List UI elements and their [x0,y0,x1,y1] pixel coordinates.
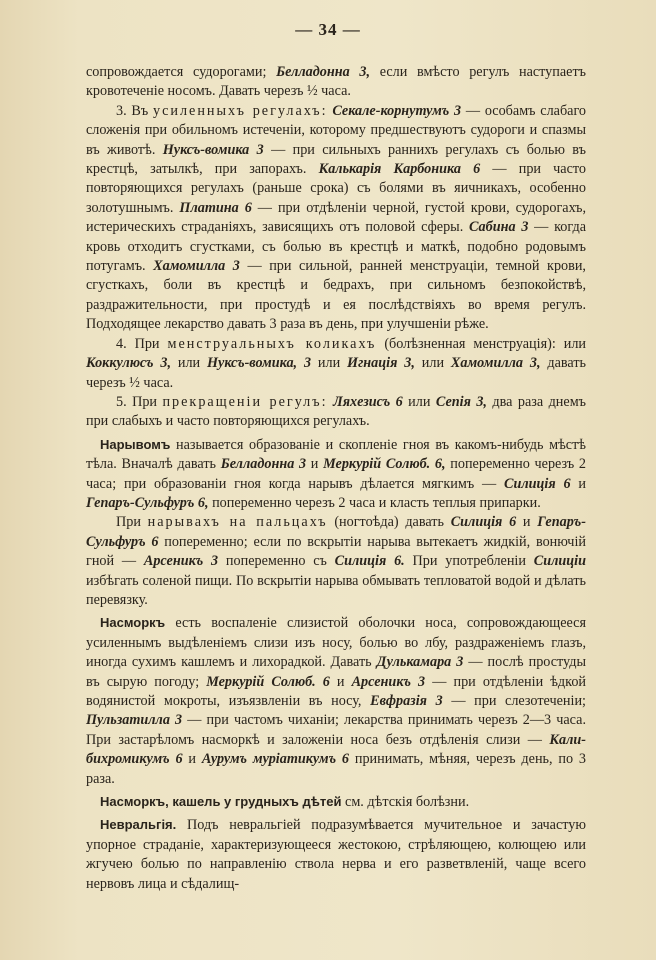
text-run: — когда кровь отходитъ сгустками, съ болью въ крестцѣ и маткѣ, подобно родовымъ потугамъ. [86,219,586,275]
page-text [86,60,586,894]
text-run: При употребленіи [404,553,534,570]
text-run: попеременно съ [218,553,335,570]
text-run: сопровождается судорогами; [86,64,277,80]
text-run: есть воспаленіе слизистой оболочки носа, сопровождающееся усиленнымъ выдѣленіемъ слизи изъ носу, болью во лбу, раздраженіемъ глазъ, иногда сухимъ кашлемъ и лихорадкой. Давать [86,615,586,671]
remedy-name: Гепаръ-Сульфуръ 6, [86,494,209,511]
text-run: При [116,514,148,531]
text-run: — при отдѣленіи ѣдкой водянистой мокроты, изъязвленіи въ носу, [86,673,587,709]
spaced-term: усиленныхъ регулахъ: [152,102,328,119]
text-run: попеременно черезъ 2 часа и класть теплыя припарки. [208,494,541,511]
remedy-name: Нуксъ-вомика, 3 [207,355,312,372]
text-run: попеременно черезъ 2 часа; при образованіи гноя когда нарывъ дѣлается мягкимъ — [86,456,587,492]
text-run: 4. При [116,335,168,352]
entry-heading: Насморкъ, кашель у грудныхъ дѣтей [100,794,342,810]
text-run: — послѣ простуды въ сырую погоду; [86,654,586,690]
remedy-name: Белладонна 3, [276,64,371,80]
page-number: — 34 — [295,20,361,39]
text-run: Подъ невральгіей подразумѣвается мучительное и зачастую упорное страданіе, характеризующееся жестокою, стрѣляющею, колющею или жгучею болью по направленію ствола нерва и его разветвленій, чаще всего нервовъ лица и сѣдалищ- [86,817,586,892]
remedy-name: Калькарія Карбоника 6 [318,161,481,178]
text-run: или [311,355,348,372]
spaced-term: прекращеніи регулъ: [162,393,328,410]
text-run: называется образованіе и скопленіе гноя въ какомъ-нибудь мѣстѣ тѣла. Вначалѣ давать [86,436,586,473]
text-run: — особамъ слабаго сложенія при обильномъ истеченіи, которому предшествуютъ судороги и спазмы въ животѣ. [86,102,587,158]
text-run: и [306,456,324,473]
text-run: — при сильныхъ раннихъ регулахъ съ болью въ крестцѣ, затылкѣ, при запорахъ. [86,141,586,178]
text-run: 5. При [116,393,163,410]
text-run: и [182,751,202,768]
text-run: если вмѣсто регулъ наступаетъ кровотеченіе носомъ. Давать черезъ ½ часа. [86,64,587,100]
paragraph [86,613,586,789]
remedy-name: Арсеникъ 3 [143,553,219,570]
entry-heading: Невральгія. [100,817,177,833]
remedy-name: Коккулюсъ 3, [86,355,172,372]
text-run: принимать, мѣняя, черезъ день, по 3 раза. [86,751,587,787]
text-run: (ногтоѣда) давать [327,514,451,531]
text-run: — при часто повторяющихся регулахъ (раньше срока) съ болями въ яичникахъ, особенно золотушнымъ. [86,161,586,216]
paragraph [86,102,586,335]
remedy-name: Аурумъ муріатикумъ 6 [201,751,350,768]
text-run: избѣгать соленой пищи. По вскрытіи нарыва обмывать тепловатой водой и дѣлать перевязку. [86,572,586,608]
remedy-name: Белладонна 3 [220,456,307,473]
text-run: — при сильной, ранней менструаціи, темной крови, сгусткахъ, боли въ крестцѣ и бедрахъ, при сильномъ безпокойствѣ, раздражительности, при простудѣ и ея послѣдствіяхъ во время регулъ. Подходящее лекарство давать 3 раза въ день, при улучшеніи рѣже. [86,258,586,333]
remedy-name: Платина 6 [179,199,252,216]
text-run: и [329,673,352,690]
text-run: — при отдѣленіи черной, густой крови, судорогахъ, истерическихъ страданіяхъ, зависящихъ отъ половой сферы. [86,199,587,236]
text-run: — при частомъ чиханіи; лекарства принимать черезъ 2—3 часа. При застарѣломъ насморкѣ и заложеніи носа безъ отдѣленія слизи — [86,712,586,748]
remedy-name: Силиція 6 [450,514,517,531]
text-run: — при слезотеченіи; [442,693,586,709]
text-run: или [414,355,451,372]
text-run: попеременно; если по вскрытіи нарыва вытекаетъ жидкій, вонючій гной — [86,533,586,570]
remedy-name: Силиція 6 [504,475,571,492]
remedy-name: Нуксъ-вомика 3 [162,141,264,158]
paragraph [86,63,586,102]
remedy-name: Евфразія 3 [370,693,443,709]
text-run: или [171,355,207,372]
paragraph [86,435,586,514]
text-run: или [402,393,436,410]
remedy-name: Сепія 3, [435,393,487,410]
remedy-name: Секале-корнутумъ 3 [332,102,462,119]
remedy-name: Игнація 3, [347,355,415,372]
remedy-name: Гепаръ-Сульфуръ 6 [86,514,586,550]
remedy-name: Силиціи [533,553,586,570]
spaced-term: нарывахъ на пальцахъ [147,514,328,531]
remedy-name: Кали-бихромикумъ 6 [86,731,586,768]
remedy-name: Силиція 6. [334,553,405,570]
paragraph [86,335,586,393]
remedy-name: Хамомилла 3 [153,258,240,275]
remedy-name: Меркурій Солюб. 6 [206,673,330,690]
entry-heading: Нарывомъ [100,436,171,452]
text-run: и [570,475,586,492]
paragraph [86,815,586,894]
entry-heading: Насморкъ [100,615,166,631]
remedy-name: Дулькамара 3 [376,654,464,671]
text-run: и [516,514,538,531]
remedy-name: Меркурій Солюб. 6, [323,456,446,473]
text-run: два раза днемъ при слабыхъ и часто повторяющихся регулахъ. [86,393,587,430]
remedy-name: Пульзатилла 3 [86,712,183,729]
text-run: (болѣзненная менструація): или [376,335,586,352]
remedy-name: Сабина 3 [469,219,529,236]
paragraph [86,393,586,432]
text-run: см. дѣтскія болѣзни. [341,794,470,811]
remedy-name: Хамомилла 3, [450,355,541,372]
spaced-term: менструальныхъ коликахъ [167,335,377,352]
remedy-name: Ляхезисъ 6 [332,393,403,410]
text-run: давать черезъ ½ часа. [86,355,586,391]
paragraph [86,792,586,812]
remedy-name: Арсеникъ 3 [351,673,426,690]
text-run: 3. Въ [116,102,153,119]
paragraph [86,513,586,610]
